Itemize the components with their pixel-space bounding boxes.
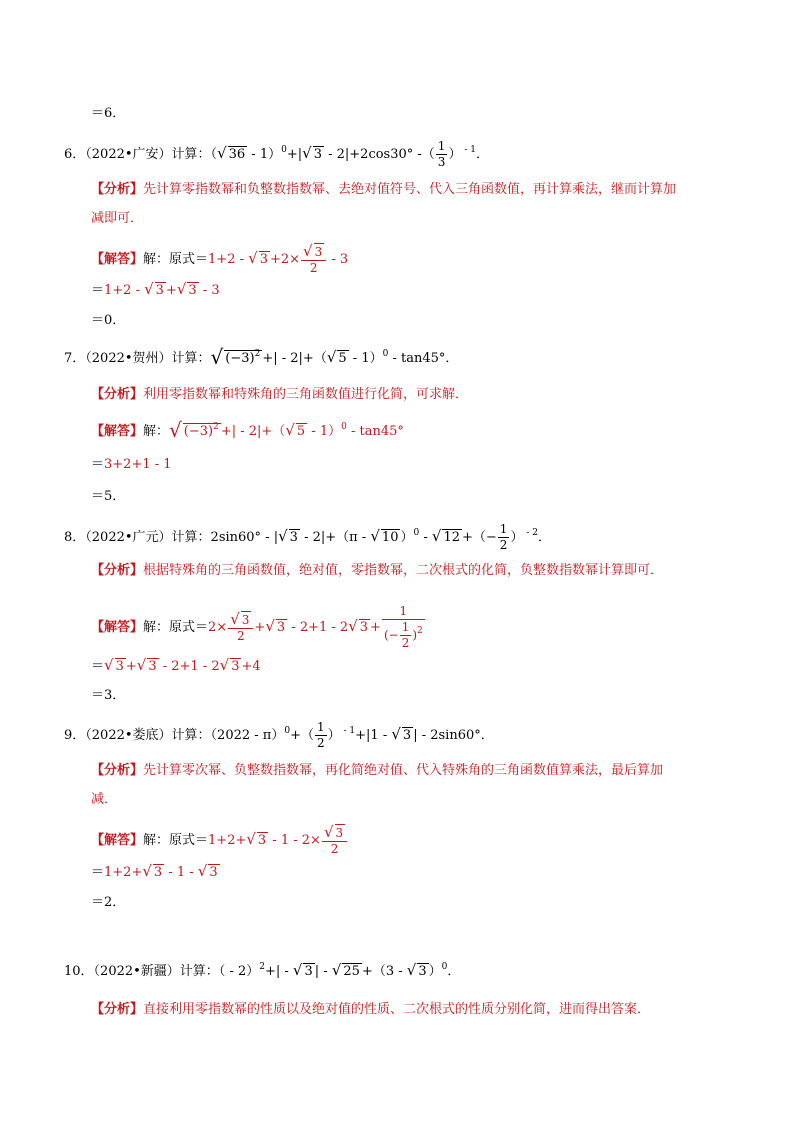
problem-10-question: 10．（2022•新疆）计算：（ - 2）$^2$+| - √ 3 | - √ 25 +（3 - √ 3 ）$^0$． bbox=[64, 961, 461, 979]
answer-tag: 【解答】 bbox=[91, 833, 144, 848]
problem-source: （2022•广安）计算： bbox=[85, 147, 211, 162]
problem-9-result: ＝2． bbox=[91, 895, 126, 910]
answer-tag: 【解答】 bbox=[91, 620, 144, 635]
problem-8-question: 8．（2022•广元）计算：2sin60° - |√ 3 - 2|+（π - √ 10 ）$^0$ - √ 12 +（− $\frac{1}{2}$ ） $^{- 2}$． bbox=[64, 522, 551, 552]
analysis-tag: 【分析】 bbox=[91, 1002, 144, 1017]
answer-tag: 【解答】 bbox=[91, 424, 144, 439]
fraction: 1 (− $\frac{1}{2}$ )$^2$ bbox=[383, 604, 423, 650]
problem-9-answer: 【解答】解：原式＝1+2+√ 3 - 1 - 2× $\frac{√ 3}{2}$ bbox=[91, 824, 348, 857]
fraction: $\frac{1}{2}$ bbox=[316, 720, 325, 750]
problem-7-analysis: 【分析】利用零指数幂和特殊角的三角函数值进行化简，可求解． bbox=[91, 387, 469, 402]
problem-7-step-2: ＝3+2+1 - 1 bbox=[91, 457, 172, 472]
problem-6-result: ＝0． bbox=[91, 313, 126, 328]
answer-tag: 【解答】 bbox=[91, 252, 144, 267]
problem-6-answer: 【解答】解：原式＝1+2 - √ 3 +2× $\frac{√ 3}{2}$ - 3 bbox=[91, 242, 349, 275]
problem-8-result: ＝3． bbox=[91, 688, 126, 703]
problem-6-question: 6．（2022•广安）计算：（√ 36 - 1）$^0$+|√ 3 - 2|+2cos30° -（ $\frac{1}{3}$ ） $^{- 1}$． bbox=[64, 139, 489, 169]
problem-source: （2022•新疆）计算： bbox=[93, 964, 219, 979]
problem-number: 10． bbox=[64, 964, 94, 979]
analysis-tag: 【分析】 bbox=[91, 182, 144, 197]
problem-7-question: 7．（2022•贺州）计算：√ $(-3)^2$ +| - 2|+（√ 5 - 1）$^0$ - tan45°． bbox=[64, 345, 459, 369]
problem-6-analysis: 【分析】先计算零指数幂和负整数指数幂、去绝对值符号、代入三角函数值，再计算乘法，继而计算加 bbox=[91, 182, 677, 197]
analysis-tag: 【分析】 bbox=[91, 763, 144, 778]
problem-8-step-2: ＝√ 3 +√ 3 - 2+1 - 2√ 3 +4 bbox=[91, 656, 261, 674]
problem-9-analysis-cont: 减． bbox=[91, 792, 118, 807]
problem-7-result: ＝5． bbox=[91, 489, 126, 504]
problem-source: （2022•广元）计算： bbox=[85, 530, 211, 545]
previous-result: ＝6． bbox=[91, 106, 126, 121]
problem-source: （2022•贺州）计算： bbox=[85, 351, 211, 366]
fraction: $\frac{√ 3}{2}$ bbox=[228, 611, 253, 644]
problem-10-analysis: 【分析】直接利用零指数幂的性质以及绝对值的性质、二次根式的性质分别化简，进而得出答案． bbox=[91, 1002, 651, 1017]
problem-number: 8． bbox=[64, 530, 86, 545]
fraction: $\frac{√ 3}{2}$ bbox=[301, 243, 326, 276]
problem-8-answer: 【解答】解：原式＝2× $\frac{√ 3}{2}$ +√ 3 - 2+1 - 2√ 3 + 1 (− $\frac{1}{2}$ )$^2$ bbox=[91, 604, 423, 650]
fraction: $\frac{1}{3}$ bbox=[437, 139, 446, 169]
problem-number: 7． bbox=[64, 351, 86, 366]
problem-9-question: 9．（2022•娄底）计算：（2022 - π）$^0$+（ $\frac{1}{2}$ ） $^{- 1}$+|1 - √ 3 | - 2sin60°． bbox=[64, 720, 494, 750]
problem-7-answer: 【解答】解：√ $(-3)^2$ +| - 2|+（√ 5 - 1）$^0$ - tan45° bbox=[91, 418, 404, 442]
fraction: $\frac{1}{2}$ bbox=[499, 522, 508, 552]
analysis-tag: 【分析】 bbox=[91, 563, 144, 578]
problem-6-step-2: ＝1+2 - √ 3 +√ 3 - 3 bbox=[91, 280, 220, 298]
problem-source: （2022•娄底）计算： bbox=[85, 728, 211, 743]
problem-number: 9． bbox=[64, 728, 86, 743]
problem-number: 6． bbox=[64, 147, 86, 162]
fraction: $\frac{√ 3}{2}$ bbox=[322, 824, 347, 857]
problem-6-analysis-cont: 减即可． bbox=[91, 211, 144, 226]
problem-8-analysis: 【分析】根据特殊角的三角函数值，绝对值，零指数幂，二次根式的化简，负整数指数幂计算即可． bbox=[91, 563, 664, 578]
problem-9-analysis: 【分析】先计算零次幂、负整数指数幂，再化简绝对值、代入特殊角的三角函数值算乘法，最后算加 bbox=[91, 763, 664, 778]
analysis-tag: 【分析】 bbox=[91, 387, 144, 402]
problem-9-step-2: ＝1+2+√ 3 - 1 - √ 3 bbox=[91, 862, 218, 880]
